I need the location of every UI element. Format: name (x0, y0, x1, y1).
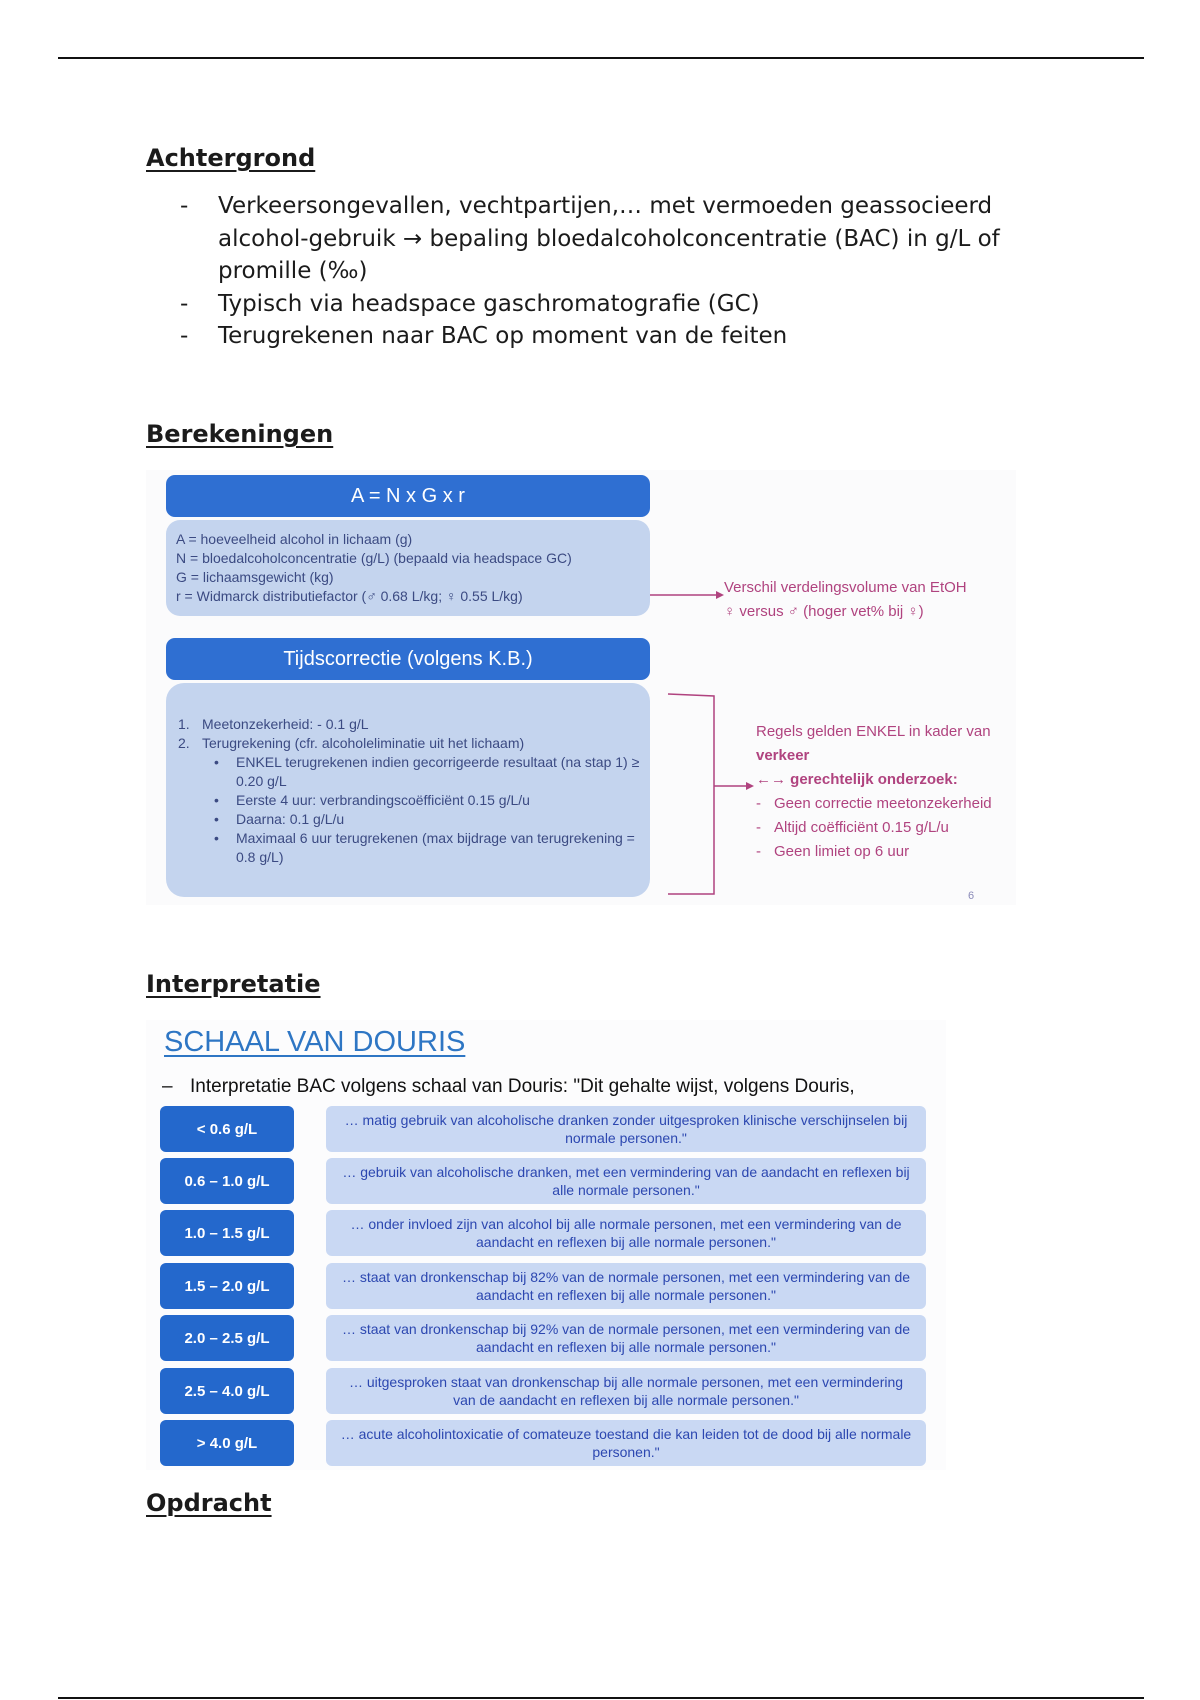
list-item: 1. Meetonzekerheid: - 0.1 g/L (178, 716, 369, 732)
douris-row (160, 1158, 940, 1206)
douris-title: SCHAAL VAN DOURIS (164, 1026, 466, 1058)
list-item: • Maximaal 6 uur terugrekenen (max bijdrage van terugrekening = 0.8 g/L) (214, 830, 635, 865)
list-item: - Typisch via headspace gaschromatografie (GC) (180, 290, 760, 317)
bac-range-badge: < 0.6 g/L (160, 1106, 294, 1152)
bac-range-badge: 2.0 – 2.5 g/L (160, 1315, 294, 1361)
bac-description: … staat van dronkenschap bij 82% van de normale personen, met een vermindering van de aandacht en reflexen bij alle normale personen." (326, 1263, 926, 1309)
top-rule (58, 57, 1144, 59)
widmark-slide-image (146, 470, 1016, 905)
list-item: • Daarna: 0.1 g/L/u (214, 811, 345, 827)
correction-title: Tijdscorrectie (volgens K.B.) (166, 638, 650, 680)
douris-row (160, 1368, 940, 1416)
bac-range-badge: 1.0 – 1.5 g/L (160, 1210, 294, 1256)
bac-range-badge: > 4.0 g/L (160, 1420, 294, 1466)
list-item: 2. Terugrekening (cfr. alcoholeliminatie uit het lichaam) (178, 735, 525, 751)
slide-number: 6 (968, 890, 975, 902)
achtergrond-list (180, 190, 1080, 353)
douris-row (160, 1263, 940, 1311)
heading-interpretatie: Interpretatie (146, 970, 321, 998)
volume-note: Verschil verdelingsvolume van EtOH ♀ versus ♂ (hoger vet% bij ♀) (724, 579, 967, 620)
list-item: • Eerste 4 uur: verbrandingscoëfficiënt 0.15 g/L/u (214, 792, 530, 808)
bac-range-badge: 0.6 – 1.0 g/L (160, 1158, 294, 1204)
bac-description: … uitgesproken staat van dronkenschap bij alle normale personen, met een vermindering van de aandacht en reflexen bij alle normale personen." (326, 1368, 926, 1414)
formula-title: A = N x G x r (166, 475, 650, 517)
douris-row (160, 1420, 940, 1468)
bac-description: … staat van dronkenschap bij 92% van de normale personen, met een vermindering van de aandacht en reflexen bij alle normale personen." (326, 1315, 926, 1361)
heading-opdracht: Opdracht (146, 1489, 272, 1517)
bac-description: … onder invloed zijn van alcohol bij alle normale personen, met een vermindering van de aandacht en reflexen bij alle normale personen." (326, 1210, 926, 1256)
heading-berekeningen: Berekeningen (146, 420, 334, 448)
douris-row (160, 1315, 940, 1363)
list-item: • ENKEL terugrekenen indien gecorrigeerde resultaat (na stap 1) ≥ 0.20 g/L (214, 754, 640, 789)
correction-list (166, 683, 650, 897)
bac-range-badge: 1.5 – 2.0 g/L (160, 1263, 294, 1309)
formula-definitions: A = hoeveelheid alcohol in lichaam (g) N = bloedalcoholconcentratie (g/L) (bepaald via headspace GC) G = lichaamsgewicht (kg) r = Widmarck distributiefactor (♂ 0.68 L/kg; ♀ 0.55 L/kg) (166, 520, 650, 616)
bottom-rule (58, 1697, 1144, 1699)
list-item: - Verkeersongevallen, vechtpartijen,… met vermoeden geassocieerd alcohol-gebruik → bepaling bloedalcoholconcentratie (BAC) in g/L of promille (‰) (180, 193, 1000, 284)
douris-intro: – Interpretatie BAC volgens schaal van Douris: "Dit gehalte wijst, volgens Douris, (162, 1076, 855, 1097)
bac-description: … gebruik van alcoholische dranken, met een vermindering van de aandacht en reflexen bij alle normale personen." (326, 1158, 926, 1204)
douris-row (160, 1106, 940, 1154)
bac-description: … matig gebruik van alcoholische dranken zonder uitgesproken klinische verschijnselen bij normale personen." (326, 1106, 926, 1152)
list-item: - Terugrekenen naar BAC op moment van de feiten (180, 323, 788, 349)
rules-note: Regels gelden ENKEL in kader van verkeer ←→ gerechtelijk onderzoek: - Geen correctie meetonzekerheid - Altijd coëfficiënt 0.15 g/L/u - Geen limiet op 6 uur (756, 723, 992, 860)
bac-description: … acute alcoholintoxicatie of comateuze toestand die kan leiden tot de dood bij alle normale personen." (326, 1420, 926, 1466)
bac-range-badge: 2.5 – 4.0 g/L (160, 1368, 294, 1414)
douris-slide-image (146, 1020, 946, 1470)
douris-row (160, 1210, 940, 1258)
heading-achtergrond: Achtergrond (146, 144, 316, 172)
